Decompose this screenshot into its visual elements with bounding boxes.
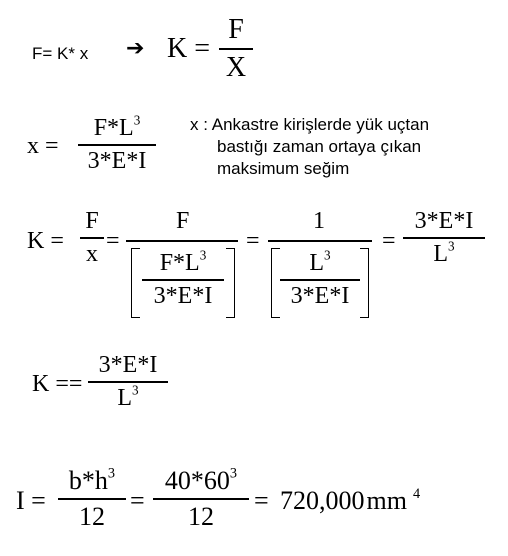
fraction-bar — [280, 279, 360, 281]
arrow-right-icon: ➔ — [126, 36, 145, 61]
numerator-base: 40*60 — [164, 466, 230, 495]
numerator-base: F*L — [159, 250, 200, 276]
fraction-numerator — [78, 112, 156, 142]
equals-sign: = — [382, 228, 396, 254]
fraction-f-over-x — [219, 14, 253, 84]
fraction-bar — [78, 144, 156, 146]
fraction-bar — [80, 237, 104, 239]
note-line-1: x : Ankastre kirişlerde yük uçtan — [190, 115, 430, 134]
result-value — [280, 486, 420, 516]
exponent: 3 — [229, 465, 238, 482]
fraction-bar — [403, 237, 485, 239]
fraction-numerator: 3*E*I — [98, 352, 158, 378]
fraction-numerator — [153, 466, 249, 496]
equals-sign: = — [106, 228, 120, 254]
result-number: 720,000 — [280, 486, 365, 515]
inner-fraction-fl3-over-3ei — [142, 247, 224, 310]
exponent: 3 — [132, 382, 139, 398]
fraction-bar — [268, 240, 372, 242]
right-bracket — [226, 248, 235, 318]
fraction-3ei-over-l3-result — [88, 352, 168, 412]
equals-sign: = — [254, 486, 269, 515]
fraction-denominator: X — [225, 51, 247, 83]
fraction-denominator — [88, 382, 168, 412]
fraction-denominator: 3*E*I — [87, 147, 147, 174]
right-bracket — [360, 248, 369, 318]
fraction-denominator: 3*E*I — [290, 282, 350, 309]
fraction-bar — [219, 48, 253, 50]
exponent: 3 — [199, 247, 207, 263]
fraction-fl3-over-3ei — [78, 112, 156, 175]
equals-sign: = — [246, 228, 260, 254]
fraction-f-over-x-small — [80, 208, 104, 268]
fraction-denominator: 12 — [79, 501, 105, 531]
denominator-base: L — [433, 240, 449, 267]
fraction-numerator: F — [228, 14, 244, 45]
fraction-numerator — [58, 466, 126, 496]
numerator-base: b*h — [68, 466, 108, 495]
left-bracket — [131, 248, 140, 318]
fraction-bar — [153, 498, 249, 500]
k-lhs: K = — [167, 33, 211, 64]
fraction-numerator — [280, 247, 360, 277]
fraction-denominator: 12 — [188, 501, 214, 531]
note-line-2: bastığı zaman ortaya çıkan — [217, 137, 422, 156]
exponent: 3 — [133, 112, 141, 128]
fraction-denominator — [403, 238, 485, 268]
f-equals-kx-text: F= K* x — [32, 44, 89, 63]
x-lhs: x = — [27, 133, 59, 159]
numerator-base: F*L — [93, 115, 134, 141]
unit-exponent: 4 — [412, 485, 421, 502]
i-lhs: I = — [16, 486, 46, 515]
numerator-base: L — [309, 250, 325, 276]
k-result-lhs: K == — [32, 371, 83, 397]
exponent: 3 — [107, 465, 116, 482]
equation-f-equals-kx — [32, 44, 88, 64]
fraction-3ei-over-l3 — [403, 208, 485, 268]
result-unit: mm — [366, 486, 407, 515]
fraction-bh3-over-12 — [58, 466, 126, 532]
fraction-bar — [88, 381, 168, 383]
exponent: 3 — [324, 247, 331, 263]
fraction-numerator — [142, 247, 224, 277]
note-x-definition — [190, 114, 429, 180]
fraction-bar — [126, 240, 238, 242]
big-fraction-numerator-one: 1 — [313, 208, 325, 234]
fraction-denominator: 3*E*I — [153, 282, 213, 309]
exponent: 3 — [448, 238, 455, 254]
big-fraction-numerator-f: F — [176, 208, 190, 234]
equals-sign: = — [130, 486, 145, 515]
fraction-40x60-cubed-over-12 — [153, 466, 249, 532]
denominator-base: L — [117, 384, 133, 411]
note-line-3: maksimum seğim — [217, 159, 350, 178]
fraction-numerator: F — [85, 208, 99, 234]
fraction-bar — [58, 498, 126, 500]
fraction-numerator: 3*E*I — [414, 208, 474, 234]
fraction-denominator: x — [86, 240, 98, 267]
inner-fraction-l3-over-3ei — [280, 247, 360, 310]
left-bracket — [271, 248, 280, 318]
k-lhs-derivation: K = — [27, 228, 64, 254]
fraction-bar — [142, 279, 224, 281]
